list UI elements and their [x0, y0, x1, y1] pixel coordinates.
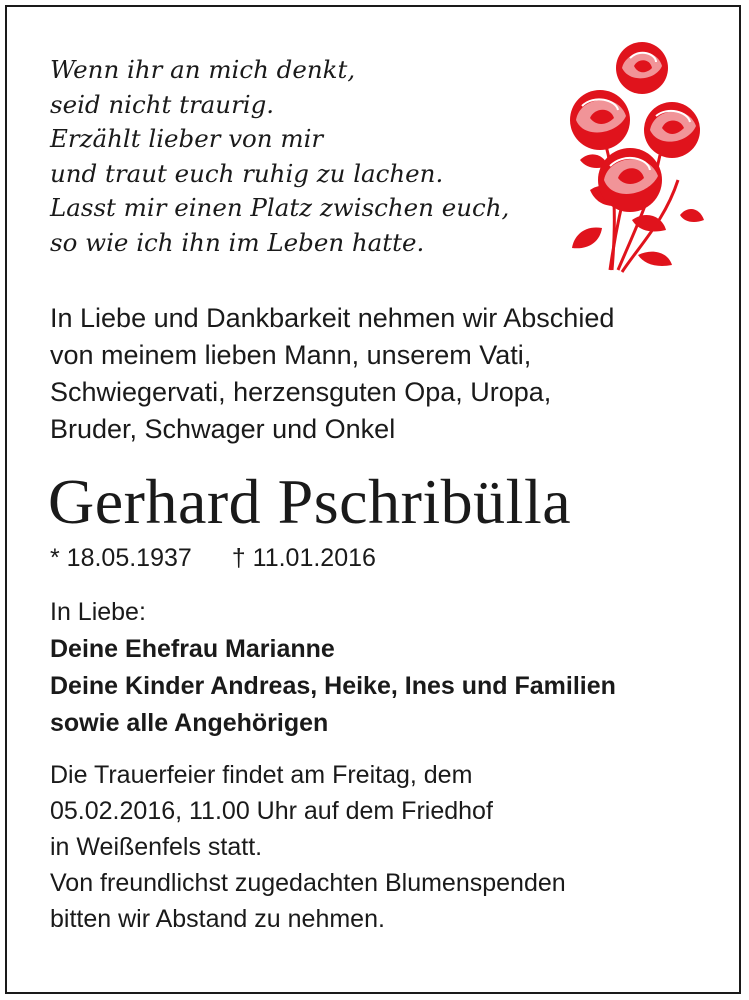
intro-line: von meinem lieben Mann, unserem Vati, — [50, 340, 532, 370]
red-roses-icon — [560, 30, 710, 275]
service-line: bitten wir Abstand zu nehmen. — [50, 905, 385, 933]
mourner-line: sowie alle Angehörigen — [50, 709, 329, 737]
deceased-name: Gerhard Pschribülla — [48, 466, 572, 537]
funeral-service-info — [50, 757, 566, 937]
intro-line: In Liebe und Dankbarkeit nehmen wir Abschied — [50, 303, 615, 333]
service-line: Von freundlichst zugedachten Blumenspenden — [50, 869, 566, 897]
service-line: 05.02.2016, 11.00 Uhr auf dem Friedhof — [50, 797, 493, 825]
poem-line: und traut euch ruhig zu lachen. — [50, 158, 444, 188]
service-line: in Weißenfels statt. — [50, 833, 263, 861]
mourners — [50, 594, 616, 742]
farewell-intro — [50, 300, 614, 448]
family-greeting: In Liebe: — [50, 598, 146, 626]
service-line: Die Trauerfeier findet am Freitag, dem — [50, 761, 473, 789]
birth-date: * 18.05.1937 — [50, 544, 192, 572]
mourner-line: Deine Kinder Andreas, Heike, Ines und Familien — [50, 672, 616, 700]
death-date: † 11.01.2016 — [231, 544, 376, 572]
intro-line: Bruder, Schwager und Onkel — [50, 414, 396, 444]
poem-line: Erzählt lieber von mir — [50, 124, 324, 154]
poem-line: seid nicht traurig. — [50, 89, 275, 119]
intro-line: Schwiegervati, herzensguten Opa, Uropa, — [50, 377, 552, 407]
poem-line: Lasst mir einen Platz zwischen euch, — [50, 193, 510, 223]
poem-line: so wie ich ihn im Leben hatte. — [50, 227, 425, 257]
mourner-line: Deine Ehefrau Marianne — [50, 635, 335, 663]
life-dates — [50, 541, 376, 575]
poem-line: Wenn ihr an mich denkt, — [50, 55, 356, 84]
memorial-poem — [50, 53, 509, 261]
